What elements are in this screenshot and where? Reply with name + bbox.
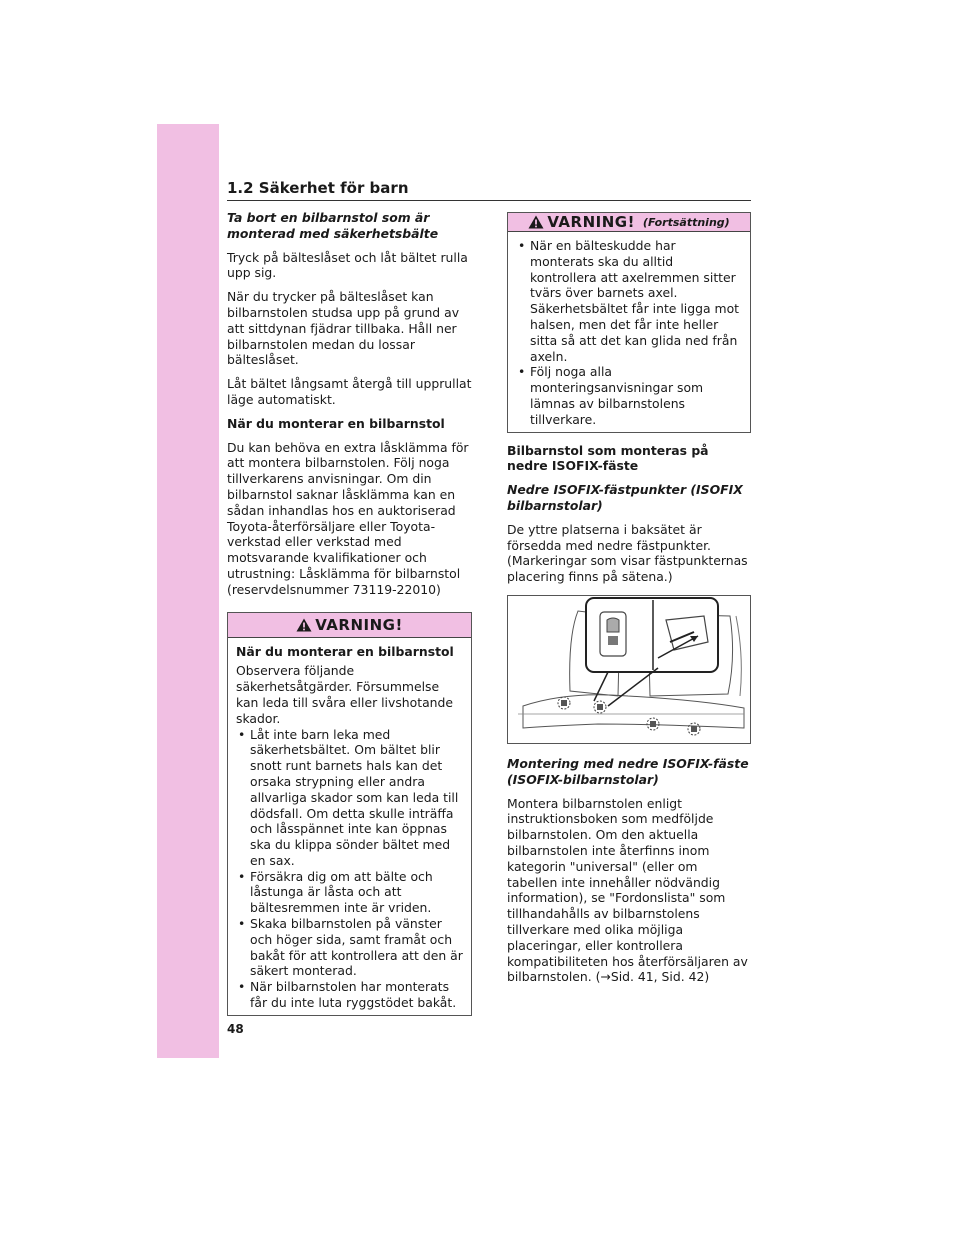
warning-list: [236, 727, 463, 1011]
heading-isofix: Bilbarnstol som monteras på nedre ISOFIX-fäste: [507, 442, 709, 474]
page-sidebar-band: [157, 124, 219, 1058]
warning-title: VARNING!: [547, 213, 635, 231]
left-column: [227, 210, 472, 1016]
list-item: • När bilbarnstolen har monterats får du inte luta ryggstödet bakåt.: [236, 979, 463, 1011]
warning-header: [508, 213, 750, 232]
paragraph: De yttre platserna i baksätet är försedda med nedre fästpunkter. (Markeringar som visar fästpunkternas placering finns på sätena.): [507, 521, 748, 585]
paragraph: Tryck på bälteslåset och låt bältet rulla upp sig.: [227, 249, 468, 281]
list-item: • När en bälteskudde har monterats ska du alltid kontrollera att axelremmen sitter tvärs över barnets axel. Säkerhetsbältet får inte ligga mot halsen, men det får inte heller sitta så att det kan glida ned från axeln.: [516, 238, 742, 364]
warning-body: [228, 638, 471, 1015]
section-header: [227, 178, 751, 201]
paragraph: Du kan behöva en extra låsklämma för att montera bilbarnstolen. Följ noga tillverkarens anvisningar. Om din bilbarnstol saknar låsklämma kan en sådan inhandlas hos en auktoriserad Toyota-återförsäljare eller Toyota-verkstad eller verkstad med motsvarande kvalifikationer och utrustning: Låsklämma för bilbarnstol (reservdelsnummer 73119-22010): [227, 439, 469, 597]
rear-seat-diagram: [508, 596, 750, 743]
list-item: • Låt inte barn leka med säkerhetsbältet. Om bältet blir snott runt barnets hals kan det orsaka strypning eller andra allvarliga skador som kan leda till dödsfall. Om detta skulle inträffa och låsspännet inte kan öppnas ska du klippa sönder bältet med en sax.: [236, 727, 463, 869]
list-item: • Skaka bilbarnstolen på vänster och höger sida, samt framåt och bakåt för att kontrollera att den är säkert monterad.: [236, 916, 463, 979]
paragraph: Låt bältet långsamt återgå till upprullat läge automatiskt.: [227, 376, 472, 407]
right-column: [507, 212, 751, 993]
heading-isofix-points: Nedre ISOFIX-fästpunkter (ISOFIX bilbarnstolar): [507, 482, 743, 513]
warning-subhead: När du monterar en bilbarnstol: [236, 643, 454, 659]
warning-box: [227, 612, 472, 1016]
warning-header: [228, 613, 471, 638]
warning-title: VARNING!: [315, 615, 403, 634]
section-title: 1.2 Säkerhet för barn: [227, 179, 409, 197]
heading-remove-seat: Ta bort en bilbarnstol som är monterad med säkerhetsbälte: [227, 210, 439, 241]
list-item: • Följ noga alla monteringsanvisningar som lämnas av bilbarnstolens tillverkare.: [516, 364, 742, 427]
heading-isofix-mounting: Montering med nedre ISOFIX-fäste (ISOFIX-bilbarnstolar): [507, 755, 749, 787]
list-item: • Försäkra dig om att bälte och låstunga är låsta och att bältesremmen inte är vriden.: [236, 869, 463, 916]
warning-body: [508, 232, 750, 432]
page-number: 48: [227, 1022, 244, 1036]
paragraph: När du trycker på bälteslåset kan bilbarnstolen studsa upp på grund av att sittdynan fjädrar tillbaka. Håll ner bilbarnstolen medan du lossar bälteslåset.: [227, 289, 460, 368]
warning-triangle-icon: [296, 618, 312, 632]
isofix-seat-illustration: [507, 595, 751, 744]
warning-box-continued: [507, 212, 751, 433]
heading-install-seat: När du monterar en bilbarnstol: [227, 415, 445, 431]
warning-list: [516, 238, 742, 428]
warning-intro: Observera följande säkerhetsåtgärder. Försummelse kan leda till svåra eller livshotande skador.: [236, 663, 453, 726]
warning-continued-label: (Fortsättning): [642, 215, 730, 229]
paragraph: Montera bilbarnstolen enligt instruktionsboken som medföljde bilbarnstolen. Om den aktuella bilbarnstolen inte återfinns inom kategorin "universal" (eller om tabellen inte innehåller nödvändig information), se "Fordonslista" som tillhandahålls av bilbarnstolens tillverkare med olika möjliga placeringar, eller kontrollera kompatibiliteten hos återförsäljaren av bilbarnstolen. (→Sid. 41, Sid. 42): [507, 795, 748, 985]
warning-triangle-icon: [528, 215, 544, 229]
